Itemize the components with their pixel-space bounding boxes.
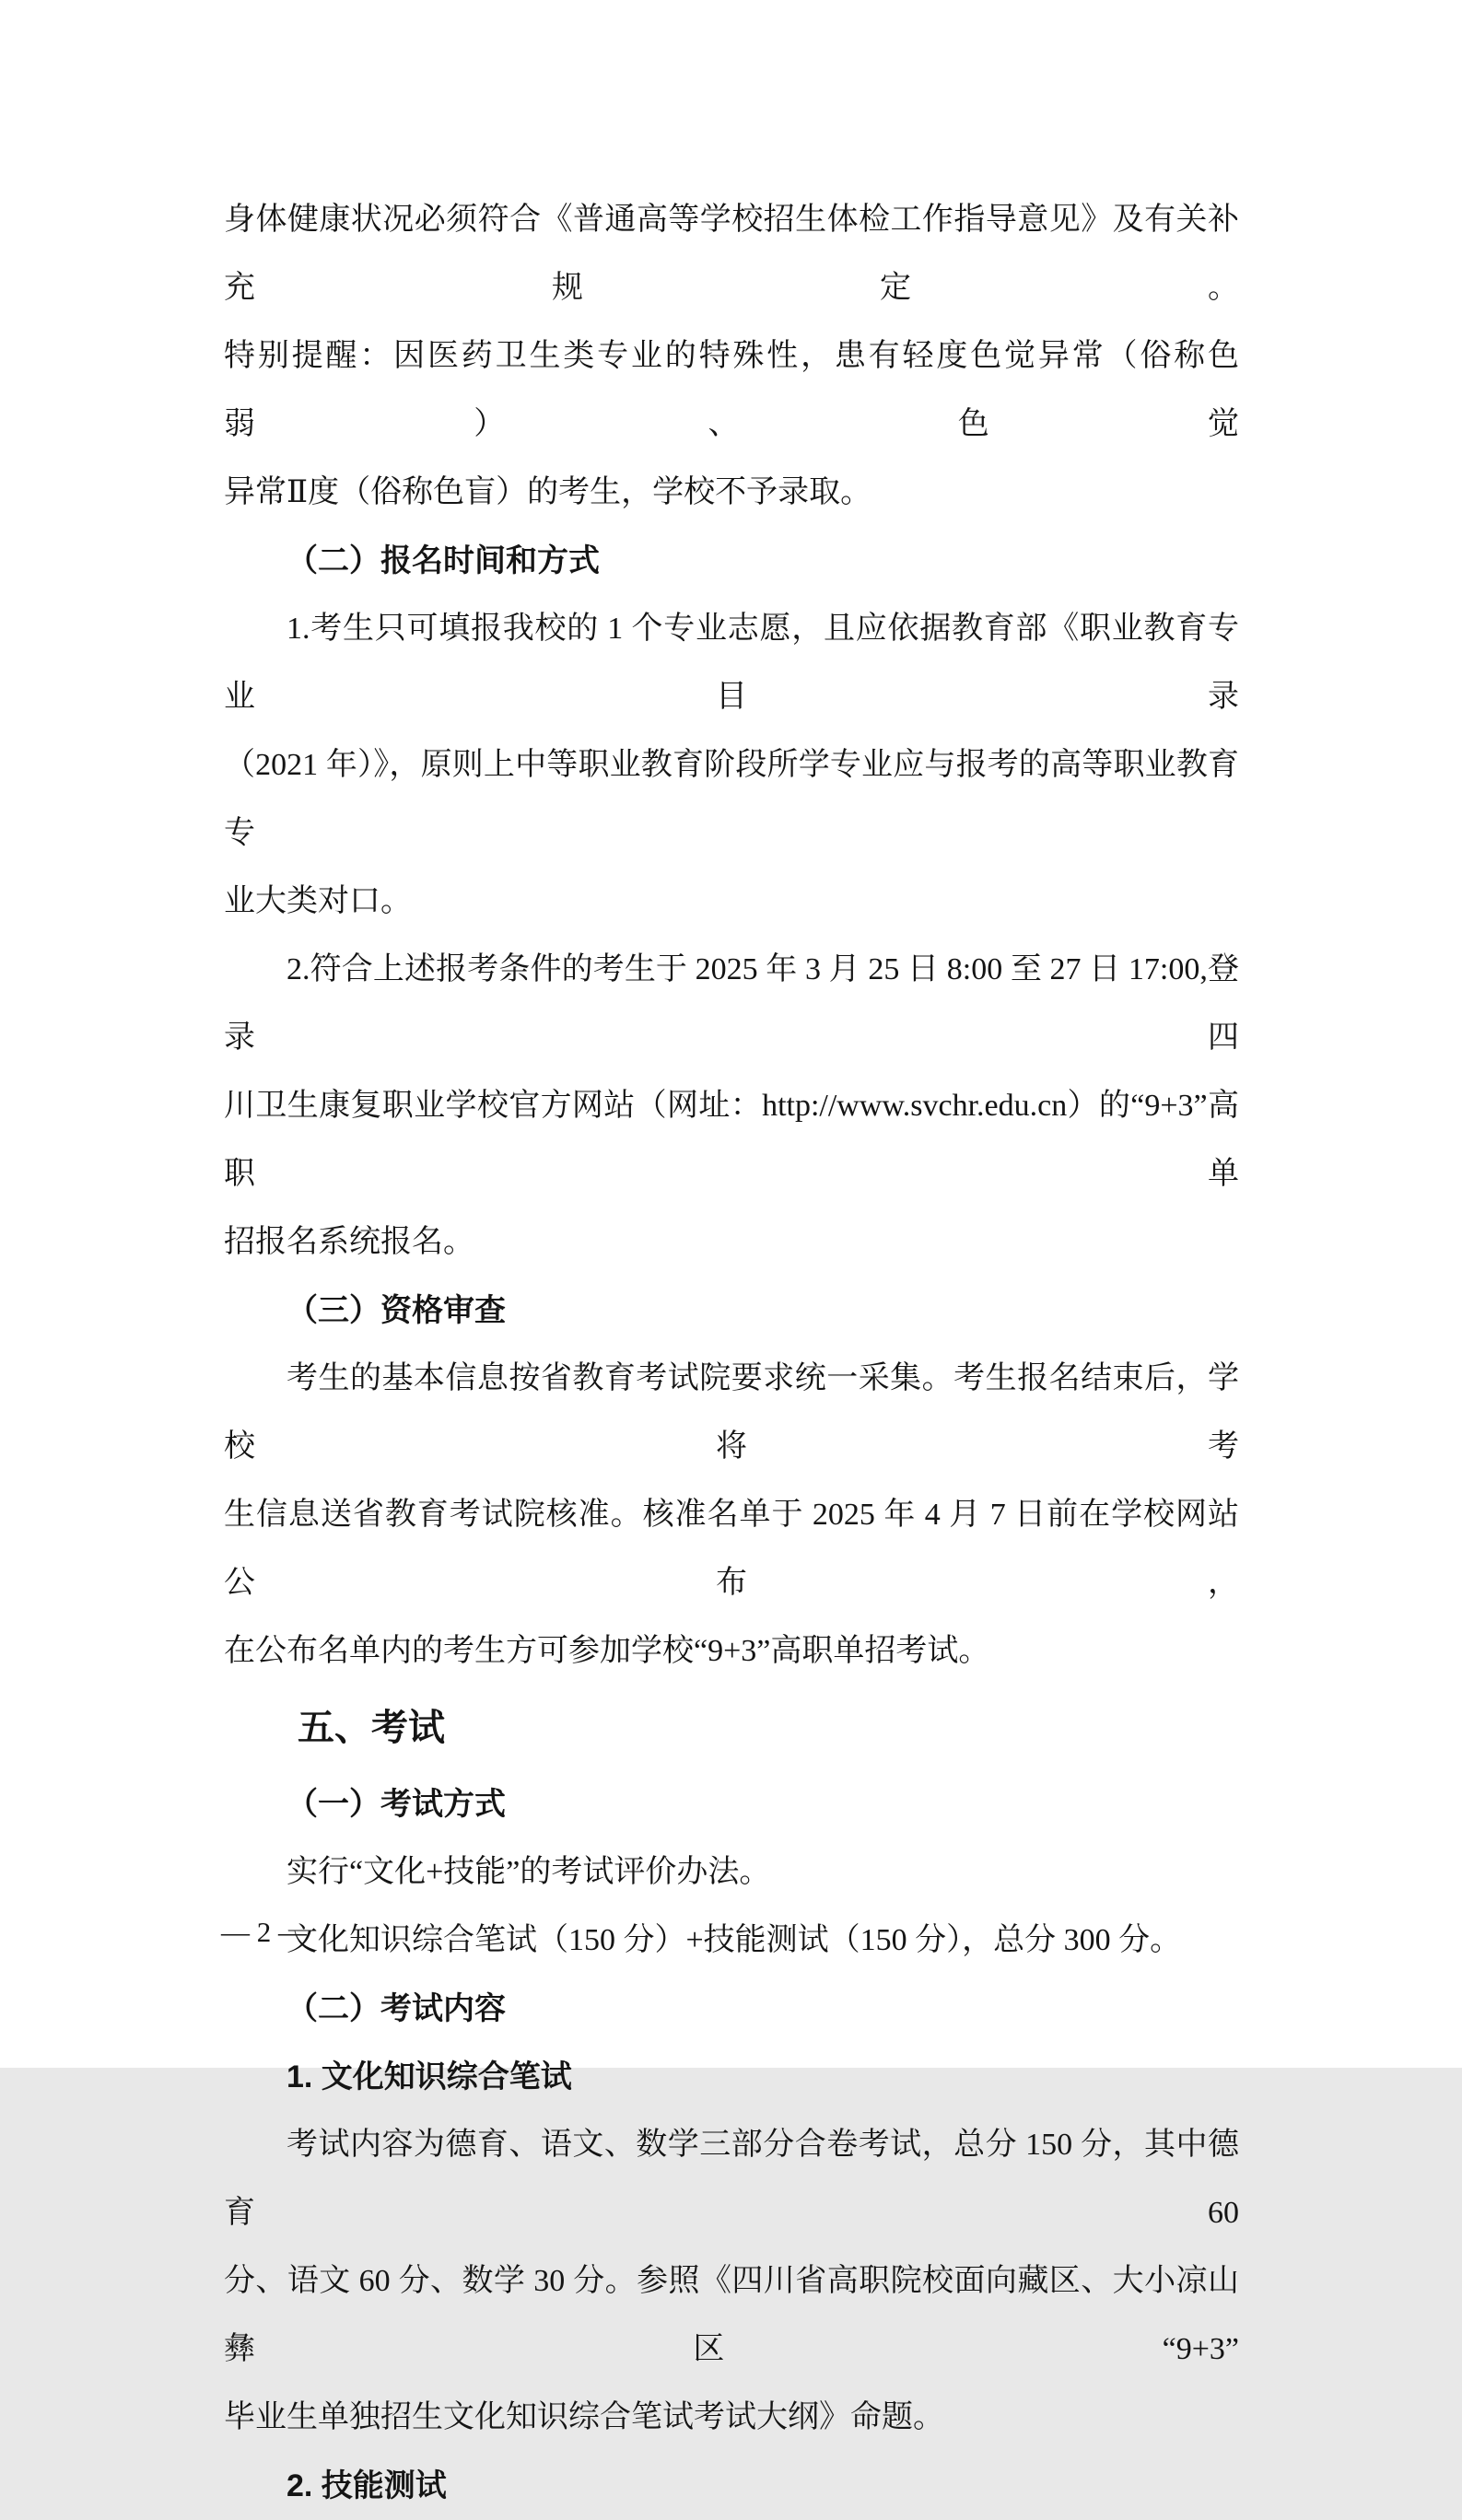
body-line: 分、语文 60 分、数学 30 分。参照《四川省高职院校面向藏区、大小凉山彝区“9+3” [224, 2264, 1239, 2366]
body-line: 特别提醒：因医药卫生类专业的特殊性，患有轻度色觉异常（俗称色弱）、色觉 [224, 339, 1239, 441]
section-heading-exam-method: （一）考试方式 [287, 1787, 506, 1822]
body-line: 1.考生只可填报我校的 1 个专业志愿，且应依据教育部《职业教育专业目录 [224, 612, 1239, 714]
section-heading-qualification-review: （三）资格审查 [287, 1293, 506, 1328]
body-line: 生信息送省教育考试院核准。核准名单于 2025 年 4 月 7 日前在学校网站公布， [224, 1498, 1239, 1600]
body-line-with-url: 川卫生康复职业学校官方网站（网址：http://www.svchr.edu.cn）的“9+3”高职单 [224, 1089, 1239, 1191]
subheading-skill-test: 2. 技能测试 [287, 2468, 447, 2503]
body-line: 异常Ⅱ度（俗称色盲）的考生，学校不予录取。 [224, 475, 872, 509]
body-line: 招报名系统报名。 [224, 1225, 474, 1259]
body-line: 实行“文化+技能”的考试评价办法。 [287, 1855, 771, 1889]
chapter-heading-exam: 五、考试 [298, 1708, 445, 1748]
body-line: 身体健康状况必须符合《普通高等学校招生体检工作指导意见》及有关补充规定。 [224, 203, 1239, 305]
section-heading-registration-time: （二）报名时间和方式 [287, 543, 600, 578]
body-line: 考生的基本信息按省教育考试院要求统一采集。考生报名结束后，学校将考 [224, 1361, 1239, 1464]
subheading-written-test: 1. 文化知识综合笔试 [287, 2059, 572, 2094]
body-line: 文化知识综合笔试（150 分）+技能测试（150 分），总分 300 分。 [287, 1923, 1182, 1957]
body-line: 业大类对口。 [224, 884, 412, 918]
body-line: 2.符合上述报考条件的考生于 2025 年 3 月 25 日 8:00 至 27 日 17:00,登录四 [224, 952, 1239, 1055]
section-heading-exam-content: （二）考试内容 [287, 1991, 506, 2026]
footer-page-number: — 2 — [221, 1916, 307, 1948]
page-content [224, 186, 1239, 2520]
body-line: 考试内容为德育、语文、数学三部分合卷考试，总分 150 分，其中德育 60 [224, 2128, 1239, 2230]
body-line: 在公布名单内的考生方可参加学校“9+3”高职单招考试。 [224, 1634, 990, 1668]
body-line: （2021 年）》，原则上中等职业教育阶段所学专业应与报考的高等职业教育专 [224, 748, 1239, 850]
body-line: 毕业生单独招生文化知识综合笔试考试大纲》命题。 [224, 2400, 944, 2434]
